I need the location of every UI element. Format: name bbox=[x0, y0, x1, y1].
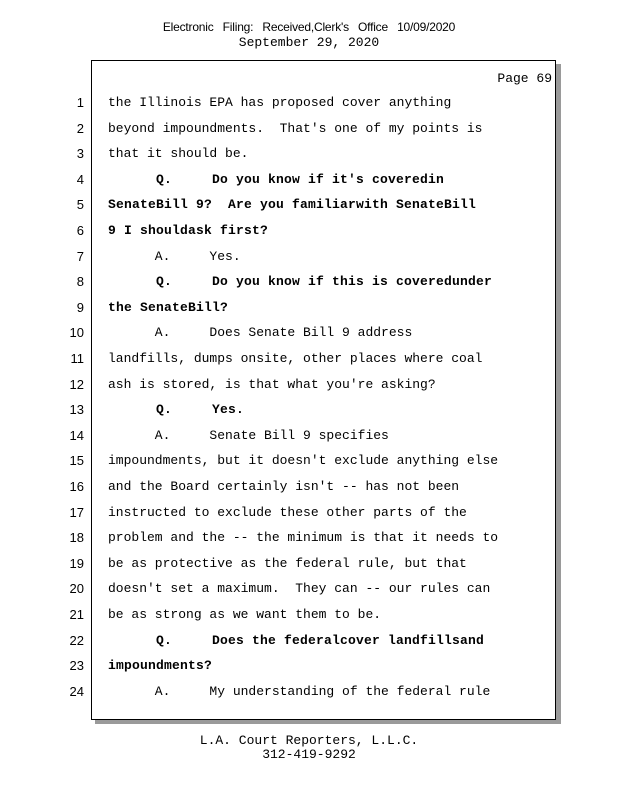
page-number: Page 69 bbox=[497, 71, 552, 86]
transcript-line bbox=[0, 556, 560, 576]
line-text: impoundments? bbox=[108, 658, 213, 674]
transcript-line bbox=[0, 95, 560, 115]
transcript-line bbox=[0, 197, 560, 217]
line-text: Q. Do you know if this is coveredunder bbox=[108, 274, 493, 290]
line-number: 7 bbox=[76, 248, 84, 264]
line-number: 1 bbox=[76, 95, 84, 110]
line-text: 9 I shouldask first? bbox=[108, 223, 269, 238]
transcript-line bbox=[0, 607, 560, 627]
transcript-line bbox=[0, 274, 560, 294]
line-text: landfills, dumps onsite, other places where coal bbox=[108, 351, 483, 366]
line-text: ash is stored, is that what you're asking? bbox=[108, 376, 436, 392]
transcript-date: September 29, 2020 bbox=[238, 35, 380, 50]
transcript-line bbox=[0, 223, 560, 243]
transcript-line bbox=[0, 633, 560, 653]
line-number: 23 bbox=[69, 658, 84, 674]
transcript-line bbox=[0, 684, 560, 704]
line-number: 15 bbox=[69, 453, 84, 469]
reporter-company: L.A. Court Reporters, L.L.C. bbox=[199, 733, 419, 748]
transcript-line bbox=[0, 453, 560, 473]
transcript-line bbox=[0, 530, 560, 550]
line-text: A. Yes. bbox=[108, 248, 241, 264]
transcript-line bbox=[0, 505, 560, 525]
line-number: 24 bbox=[69, 683, 84, 699]
line-text: doesn't set a maximum. They can -- our rules can bbox=[108, 581, 491, 597]
line-text: that it should be. bbox=[108, 146, 249, 162]
line-text: Q. Yes. bbox=[108, 402, 245, 418]
line-text: Q. Do you know if it's coveredin bbox=[108, 171, 445, 187]
transcript-line bbox=[0, 351, 560, 371]
line-text: A. Senate Bill 9 specifies bbox=[108, 427, 389, 443]
line-number: 9 bbox=[76, 299, 84, 315]
line-number: 14 bbox=[69, 427, 84, 443]
transcript-line bbox=[0, 146, 560, 166]
line-number: 12 bbox=[69, 376, 84, 392]
line-number: 11 bbox=[70, 351, 84, 366]
transcript-line bbox=[0, 325, 560, 345]
transcript-line bbox=[0, 300, 560, 320]
line-number: 16 bbox=[69, 479, 84, 494]
transcript-line bbox=[0, 121, 560, 141]
line-text: SenateBill 9? Are you familiarwith SenateBill bbox=[108, 197, 477, 213]
line-number: 22 bbox=[69, 632, 84, 648]
reporter-phone: 312-419-9292 bbox=[262, 747, 356, 762]
line-text: the Illinois EPA has proposed cover anything bbox=[108, 95, 452, 110]
filing-stamp: Electronic Filing: Received,Clerk's Office 10/09/2020 bbox=[162, 20, 456, 34]
line-number: 19 bbox=[69, 555, 84, 571]
line-text: the SenateBill? bbox=[108, 299, 229, 315]
line-text: beyond impoundments. That's one of my points is bbox=[108, 120, 483, 136]
line-number: 21 bbox=[69, 607, 84, 622]
transcript-line bbox=[0, 172, 560, 192]
line-number: 8 bbox=[76, 274, 84, 290]
line-number: 3 bbox=[76, 146, 84, 162]
transcript-line bbox=[0, 658, 560, 678]
transcript-line bbox=[0, 479, 560, 499]
line-text: A. Does Senate Bill 9 address bbox=[108, 325, 413, 341]
transcript-line bbox=[0, 581, 560, 601]
line-number: 17 bbox=[69, 504, 84, 520]
line-number: 5 bbox=[76, 197, 84, 213]
line-number: 10 bbox=[69, 325, 84, 341]
line-text: Q. Does the federalcover landfillsand bbox=[108, 632, 485, 648]
line-number: 13 bbox=[69, 402, 84, 418]
transcript-line bbox=[0, 377, 560, 397]
line-text: problem and the -- the minimum is that it needs to bbox=[108, 530, 499, 546]
line-number: 4 bbox=[76, 171, 84, 187]
line-text: A. My understanding of the federal rule bbox=[108, 683, 491, 699]
transcript-line bbox=[0, 428, 560, 448]
line-text: impoundments, but it doesn't exclude anything else bbox=[108, 453, 499, 469]
transcript-line bbox=[0, 249, 560, 269]
line-text: and the Board certainly isn't -- has not been bbox=[108, 479, 460, 494]
line-number: 2 bbox=[76, 120, 84, 136]
line-text: instructed to exclude these other parts of the bbox=[108, 504, 467, 520]
transcript-line bbox=[0, 402, 560, 422]
line-number: 18 bbox=[69, 530, 84, 546]
line-number: 6 bbox=[76, 223, 84, 238]
line-number: 20 bbox=[69, 581, 84, 597]
line-text: be as protective as the federal rule, but that bbox=[108, 555, 467, 571]
line-text: be as strong as we want them to be. bbox=[108, 607, 382, 622]
